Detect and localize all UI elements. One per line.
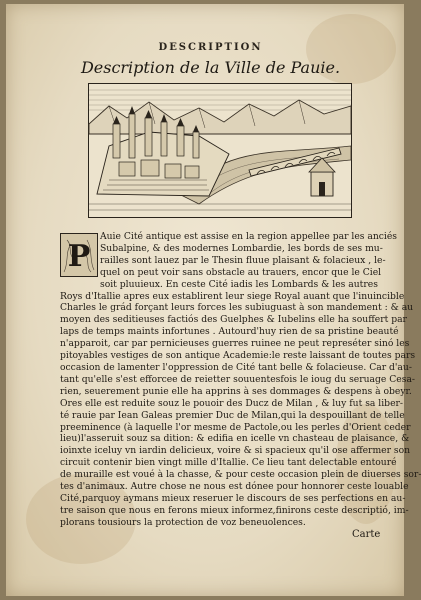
text-line: preeminence (à laquelle l'or mesme de Pactole,ou les perles d'Orient ceder: [60, 421, 411, 433]
text-line: Charles le grád forçant leurs forces les subiuguast à son mandement : & au: [60, 302, 414, 314]
text-line: Cité,parquoy aymans mieux reseruer le discours de ses perfections en au-: [60, 492, 406, 504]
text-line: de muraille est voué à la chasse, & pour ceste occasion plein de diuerses sor-: [60, 469, 421, 481]
text-line: occasion de lamenter l'oppression de Cité tant belle & folacieuse. Car d'au-: [60, 361, 412, 373]
text-line: railles sont lauez par le Thesin fluue plaisant & folacieux , le-: [100, 254, 386, 266]
text-line: tes d'animaux. Autre chose ne nous est dónee pour honnorer ceste louable: [60, 481, 409, 493]
text-line: plorans tousiours la protection de voz beneuolences.: [60, 516, 306, 528]
text-line: Ores elle est reduite souz le pouoir des Ducz de Milan , & luy fut sa liber-: [60, 397, 404, 409]
text-line: moyen des seditieuses factiós des Guelphes & Iubelins elle ha souffert par: [60, 314, 407, 326]
text-line: circuit contenir bien vingt mille d'Itallie. Ce lieu tant delectable entouré: [60, 457, 397, 469]
text-line: lieu)l'asseruit souz sa dition: & edifia en icelle vn chasteau de plaisance, &: [60, 433, 410, 445]
text-line: n'apparoit, car par pernicieuses guerres ruinee ne peut represéter sinó les: [60, 338, 410, 350]
text-line: tant qu'elle s'est efforcee de reietter souuentesfois le ioug du seruage Cesa-: [60, 373, 416, 385]
text-line: pitoyables vestiges de son antique Academie:le reste laissant de toutes pars: [60, 350, 416, 362]
text-line: laps de temps maints infortunes . Autourd'huy rien de sa pristine beauté: [60, 326, 399, 338]
text-line: Auie Cité antique est assise en la region appellee par les anciés: [100, 231, 398, 242]
woodcut-illustration: [89, 84, 351, 217]
body-text: [60, 231, 421, 529]
text-line: rien, seuerement punie elle ha apprins à ses dommages & despens à obeyr.: [60, 385, 412, 397]
text-line: Subalpine, & des modernes Lombardie, les bords de ses mu-: [100, 242, 383, 254]
initial-letter: P: [67, 239, 91, 274]
text-line: té rauie par Iean Galeas premier Duc de Milan,qui la despouillant de telle: [60, 409, 405, 421]
catchword: Carte: [352, 529, 381, 540]
text-line: soit pluuieux. En ceste Cité iadis les Lombards & les autres: [100, 278, 378, 290]
text-line: tre saison que nous en ferons mieux informez,finirons ceste descriptió, im-: [60, 504, 409, 516]
page-title: Description de la Ville de Pauie.: [80, 58, 341, 77]
running-head: DESCRIPTION: [158, 42, 263, 53]
pavia-city-view-woodcut: [88, 83, 352, 218]
text-line: ioinxte iceluy vn iardin delicieux, voire & si spacieux qu'il ose affermer son: [60, 445, 411, 457]
text-line: quel on peut voir sans obstacle au trauers, encor que le Ciel: [100, 266, 382, 278]
text-line: Roys d'Itallie apres eux establirent leur siege Royal auant que l'inuincible: [60, 290, 405, 302]
